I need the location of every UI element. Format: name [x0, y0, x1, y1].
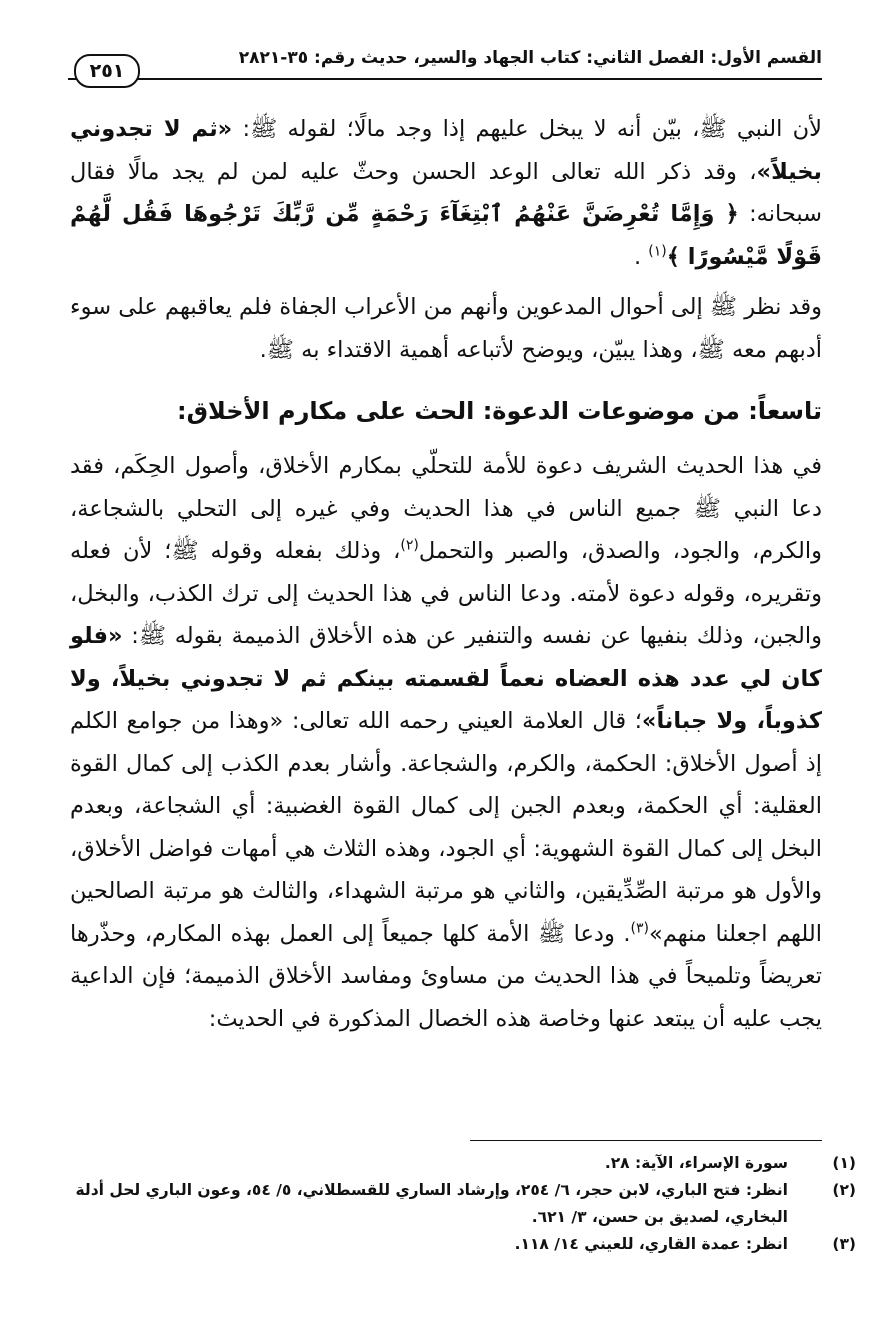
footnote-text: انظر: عمدة القاري، للعيني ١٤/ ١١٨. [514, 1235, 788, 1253]
paragraph-1-end: . [633, 243, 649, 270]
footnote-3 [70, 1231, 856, 1258]
footnote-ref-2: (٢) [400, 537, 419, 554]
footnote-ref-1: (١) [648, 243, 667, 259]
paragraph-3-text-d: . ودعا ﷺ الأمة كلها جميعاً إلى العمل بهذه المكارم، وحذّرها تعريضاً وتلميحاً في هذا الحديث من مساوئ ومفاسد الأخلاق الذميمة؛ فإن الداعية يجب عليه أن يبتعد عنها وخاصة هذه الخصال المذكورة في الحديث: [70, 920, 822, 1032]
page-header [68, 44, 822, 80]
paragraph-2: وقد نظر ﷺ إلى أحوال المدعوين وأنهم من الأعراب الجفاة فلم يعاقبهم على سوء أدبهم معه ﷺ، وهذا يبيّن، ويوضح لأتباعه أهمية الاقتداء به ﷺ. [70, 294, 822, 363]
paragraph-3-text-a: في هذا الحديث الشريف دعوة للأمة للتحلّي بمكارم الأخلاق، وأصول الحِكَم، فقد دعا النبي ﷺ جميع الناس في هذا الحديث وفي غيره إلى التحلي بالشجاعة، والكرم، والجود، والصدق، والصبر والتحمل [70, 453, 822, 564]
hadith-quote-long: «فلو كان لي عدد هذه العضاه نعماً لقسمته بينكم ثم لا تجدوني بخيلاً، ولا كذوباً، ولا جباناً» [70, 623, 822, 734]
section-heading: تاسعاً: من موضوعات الدعوة: الحث على مكارم الأخلاق: [176, 397, 822, 425]
hadith-quote-short: «ثم لا تجدوني بخيلاً» [70, 116, 822, 185]
footnote-number: (١) [832, 1154, 856, 1172]
footnote-ref-3: (٣) [630, 920, 649, 936]
footnote-divider [470, 1140, 822, 1141]
paragraph-1-text-a: لأن النبي ﷺ، بيّن أنه لا يبخل عليهم إذا وجد مالًا؛ لقوله ﷺ: [232, 116, 822, 142]
footnote-text: سورة الإسراء، الآية: ٢٨. [604, 1154, 788, 1172]
paragraph-3-text-b: ، وذلك بفعله وقوله ﷺ؛ لأن فعله وتقريره، وقوله دعوة لأمته. ودعا الناس في هذا الحديث إلى ترك الكذب، والبخل، والجبن، وذلك بنفيها عن نفسه والتنفير عن هذه الأخلاق الذميمة بقوله ﷺ: [70, 538, 822, 649]
footnote-number: (٢) [832, 1181, 856, 1199]
running-head: القسم الأول: الفصل الثاني: كتاب الجهاد والسير، حديث رقم: ٣٥-٢٨٢١ [238, 48, 822, 68]
paragraph-3 [70, 445, 822, 1040]
footnote-2 [70, 1177, 856, 1231]
footnote-1 [70, 1150, 856, 1177]
footnotes [70, 1150, 856, 1258]
quran-verse: ﴿ وَإِمَّا تُعْرِضَنَّ عَنْهُمُ ٱبْتِغَآءَ رَحْمَةٍ مِّن رَّبِّكَ تَرْجُوهَا فَقُل لَّهُمْ قَوْلًا مَّيْسُورًا ﴾ [70, 201, 822, 270]
paragraph-1-text-c: ، وقد ذكر الله تعالى الوعد الحسن وحثّ عليه لمن لم يجد مالًا فقال سبحانه: [70, 158, 822, 227]
footnote-text: انظر: فتح الباري، لابن حجر، ٦/ ٢٥٤، وإرشاد الساري للقسطلاني، ٥/ ٥٤، وعون الباري لحل أدلة البخاري، لصديق بن حسن، ٣/ ٦٢١. [75, 1181, 788, 1226]
page-body [70, 108, 822, 1040]
paragraph-3-text-c: ؛ قال العلامة العيني رحمه الله تعالى: «وهذا من جوامع الكلم إذ أصول الأخلاق: الحكمة، والكرم، والشجاعة. وأشار بعدم الكذب إلى كمال القوة العقلية: أي الحكمة، وبعدم الجبن إلى كمال القوة الغضبية: أي الشجاعة، وبعدم البخل إلى كمال القوة الشهوية: أي الجود، وهذه الثلاث هي أمهات فواضل الأخلاق، والأول هو مرتبة الصِّدِّيقين، والثاني هو مرتبة الشهداء، والثالث هو مرتبة الصالحين اللهم اجعلنا منهم» [70, 708, 822, 947]
page-number-badge: ٢٥١ [74, 54, 140, 88]
footnote-number: (٣) [832, 1235, 856, 1253]
paragraph-1 [70, 108, 822, 278]
